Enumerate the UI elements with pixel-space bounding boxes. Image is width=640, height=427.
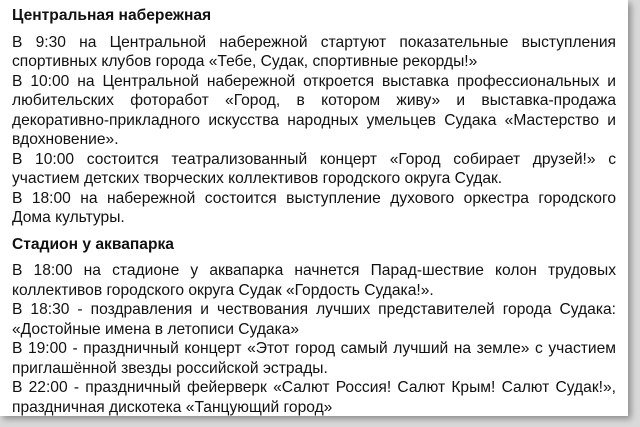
paragraph: В 18:00 на стадионе у аквапарка начнется Парад-шествие колон трудовых коллективов городского округа Судак «Гордость Судака!». — [12, 262, 616, 299]
section-heading-embankment: Центральная набережная — [12, 7, 212, 24]
paragraph: В 22:00 - праздничный фейерверк «Салют Россия! Салют Крым! Салют Судак!», праздничная дискотека «Танцующий город» — [12, 379, 616, 416]
paragraph: В 19:00 - праздничный концерт «Этот город самый лучший на земле» с участием приглашённой звезды российской эстрады. — [12, 340, 616, 377]
paragraph: В 9:30 на Центральной набережной стартуют показательные выступления спортивных клубов города «Тебе, Судак, спортивные рекорды!» — [12, 33, 616, 70]
paragraph: В 10:00 на Центральной набережной откроется выставка профессиональных и любительских фоторабот «Город, в котором живу» и выставка-продажа декоративно-прикладного искусства народных умельцев Судака «Мастерство и вдохновение». — [12, 72, 616, 148]
section-heading-stadium: Стадион у аквапарка — [12, 235, 174, 253]
paragraph: В 10:00 состоится театрализованный концерт «Город собирает друзей!» с участием детских творческих коллективов городского округа Судак. — [12, 150, 616, 187]
paragraph: В 18:30 - поздравления и чествования лучших представителей города Судака: «Достойные имена в летописи Судака» — [12, 301, 616, 338]
paragraph: В 18:00 на набережной состоится выступление духового оркестра городского Дома культуры. — [12, 189, 616, 226]
